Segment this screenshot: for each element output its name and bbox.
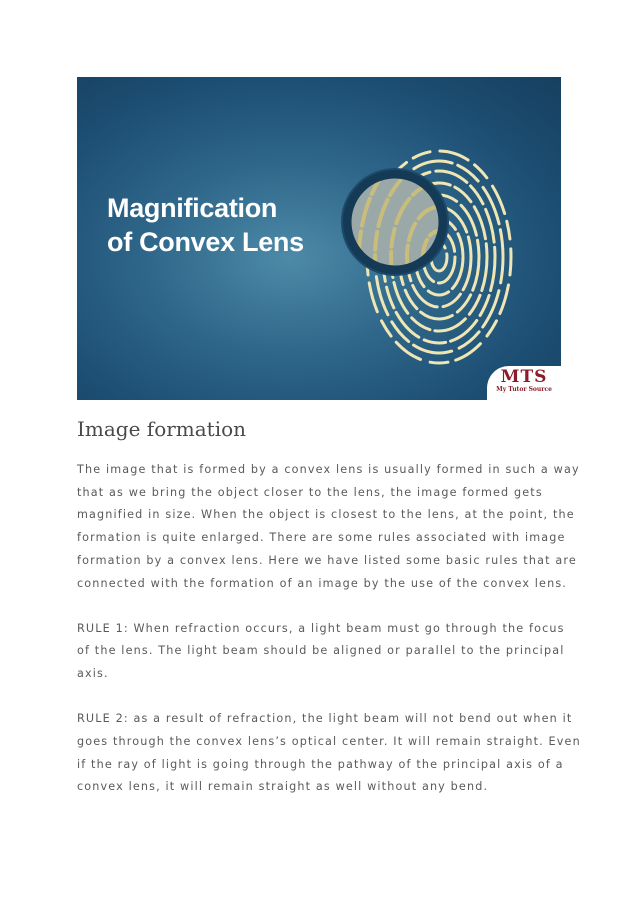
logo-mark: MTS: [500, 367, 548, 387]
text-line: axis.: [77, 667, 109, 681]
text-line: convex lens, it will remain straight as well without any bend.: [77, 780, 489, 794]
text-line: that as we bring the object closer to the lens, the image formed gets: [77, 485, 543, 499]
banner-title-line-1: Magnification: [107, 193, 278, 223]
paragraph-rule-1: [77, 618, 565, 686]
banner-title-line-2: of Convex Lens: [107, 227, 304, 257]
hero-banner: [77, 77, 561, 400]
article-body: [77, 459, 581, 822]
text-line: formation by a convex lens. Here we have listed some basic rules that are: [77, 553, 577, 567]
text-line: RULE 2: as a result of refraction, the light beam will not bend out when it: [77, 712, 573, 726]
text-line: magnified in size. When the object is closest to the lens, at the point, the: [77, 508, 575, 522]
paragraph-intro: [77, 459, 580, 595]
paragraph-rule-2: [77, 708, 581, 799]
text-line: of the lens. The light beam should be aligned or parallel to the principal: [77, 644, 565, 658]
section-heading: Image formation: [77, 417, 247, 441]
logo-tagline: My Tutor Source: [496, 386, 552, 393]
text-line: if the ray of light is going through the pathway of the principal axis of a: [77, 757, 564, 771]
banner-title: [107, 191, 304, 259]
text-line: formation is quite enlarged. There are some rules associated with image: [77, 531, 566, 545]
text-line: The image that is formed by a convex lens is usually formed in such a way: [77, 463, 580, 476]
text-line: RULE 1: When refraction occurs, a light beam must go through the focus: [77, 621, 565, 635]
text-line: goes through the convex lens’s optical center. It will remain straight. Even: [77, 735, 581, 749]
text-line: connected with the formation of an image by the use of the convex lens.: [77, 576, 568, 590]
brand-logo: [487, 366, 561, 400]
